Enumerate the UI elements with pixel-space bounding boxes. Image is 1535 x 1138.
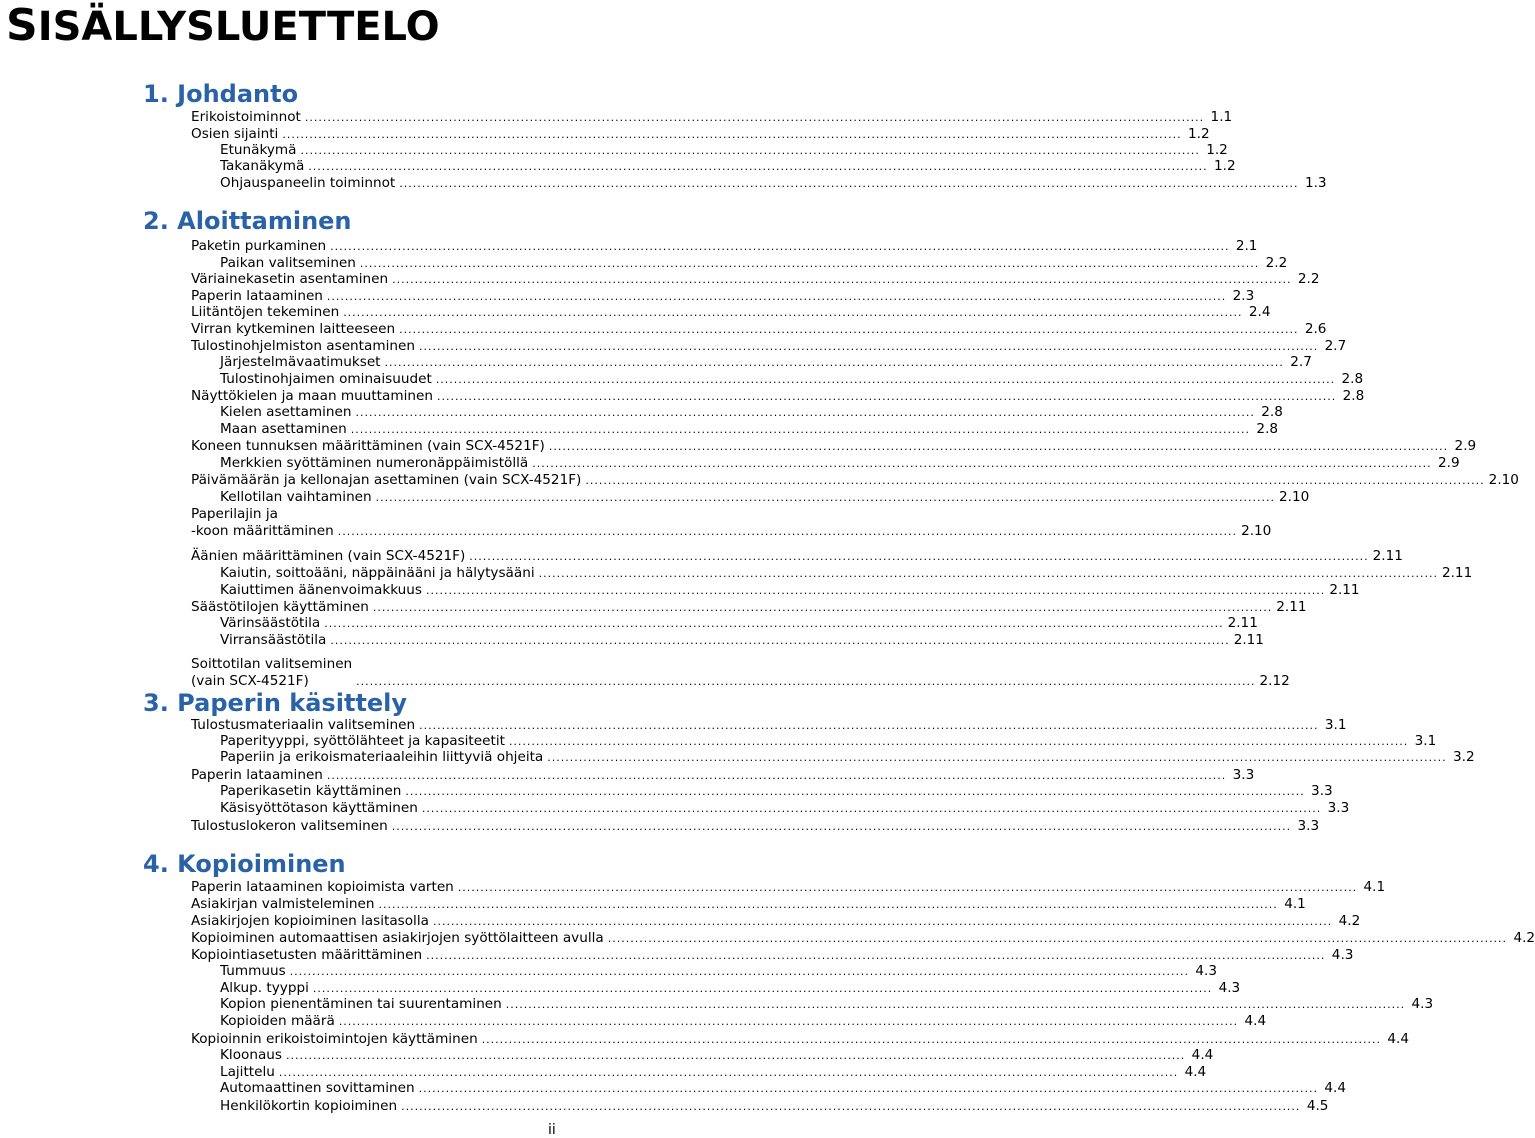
toc-entry-label: Väriainekasetin asentaminen [191,271,389,287]
toc-entry-page: 2.10 [1241,523,1272,539]
toc-entry-label-line1: Paperilajin ja [191,506,278,522]
toc-entry-label: Tulostinohjelmiston asentaminen [191,338,415,354]
toc-entry-page: 3.3 [1311,783,1333,799]
toc-entry-label [191,506,334,540]
section-heading: 1. Johdanto [143,80,299,108]
toc-entry[interactable] [220,158,1236,175]
toc-entry-page: 2.9 [1454,438,1477,454]
dot-leader: ........................................................................................................................................................................................................ [419,719,1319,732]
toc-entry-label: Kopioiminen automaattisen asiakirjojen syöttölaitteen avulla [191,930,604,946]
toc-entry-page: 2.11 [1233,632,1264,648]
toc-entry[interactable] [220,404,1283,421]
toc-entry-page: 2.11 [1276,599,1307,615]
toc-entry-label-line2: (vain SCX-4521F) [191,673,309,689]
toc-entry-label: Päivämäärän ja kellonajan asettaminen (vain SCX-4521F) [191,472,582,488]
toc-entry-label: Liitäntöjen tekeminen [191,304,340,320]
toc-entry-page: 2.11 [1227,615,1258,631]
toc-entry-page: 4.4 [1324,1080,1346,1096]
toc-entry-label: Paperin lataaminen [191,767,323,783]
toc-entry-page: 2.9 [1437,455,1460,471]
toc-entry-label: Etunäkymä [220,142,297,158]
toc-entry[interactable] [191,472,1519,489]
toc-entry-page: 4.4 [1184,1064,1207,1080]
toc-entry[interactable] [220,175,1327,192]
toc-entry-page: 4.1 [1284,896,1306,912]
toc-entry[interactable] [191,438,1477,455]
toc-entry[interactable] [191,321,1327,338]
toc-entry-label: Lajittelu [220,1064,275,1080]
section-heading: 2. Aloittaminen [143,207,352,235]
dot-leader: ........................................................................................................................................................................................................ [330,240,1230,253]
dot-leader: ........................................................................................................................................................................................................ [337,525,1238,538]
toc-entry[interactable] [220,455,1460,472]
toc-entry[interactable] [220,980,1241,997]
toc-entry-page: 3.2 [1452,749,1475,765]
toc-entry-page: 2.3 [1232,288,1255,304]
dot-leader: ........................................................................................................................................................................................................ [324,617,1224,630]
toc-entry[interactable] [220,783,1333,800]
toc-entry[interactable] [220,733,1437,750]
toc-entry-label: Tulostinohjaimen ominaisuudet [220,371,432,387]
toc-entry[interactable] [220,421,1279,438]
section-heading: 3. Paperin käsittely [143,689,408,717]
toc-entry-page: 2.8 [1261,404,1283,420]
toc-entry[interactable] [220,1013,1267,1030]
toc-entry-page: 2.2 [1265,255,1288,271]
dot-leader: ........................................................................................................................................................................................................ [421,802,1322,815]
toc-entry-label: Kopion pienentäminen tai suurentaminen [220,996,502,1012]
dot-leader: ........................................................................................................................................................................................................ [548,440,1449,453]
dot-leader: ........................................................................................................................................................................................................ [405,785,1305,798]
toc-entry[interactable] [191,599,1307,616]
dot-leader: ........................................................................................................................................................................................................ [384,356,1284,369]
toc-entry-page: 3.1 [1324,717,1347,733]
toc-entry-page: 2.4 [1248,304,1271,320]
dot-leader: ........................................................................................................................................................................................................ [508,735,1409,748]
toc-entry-page: 4.4 [1191,1047,1214,1063]
toc-entry-page: 4.4 [1387,1031,1410,1047]
toc-entry[interactable] [220,255,1288,272]
dot-leader: ........................................................................................................................................................................................................ [547,751,1447,764]
dot-leader: ........................................................................................................................................................................................................ [375,491,1275,504]
dot-leader: ........................................................................................................................................................................................................ [418,340,1319,353]
dot-leader: ........................................................................................................................................................................................................ [469,550,1369,563]
title-initial: S [6,0,38,51]
dot-leader: ........................................................................................................................................................................................................ [399,177,1299,190]
toc-entry[interactable] [191,1031,1410,1048]
toc-entry-page: 2.7 [1324,338,1347,354]
toc-entry[interactable] [220,565,1473,582]
toc-entry[interactable] [220,489,1310,506]
dot-leader: ........................................................................................................................................................................................................ [350,423,1251,436]
toc-entry-label: Kaiutin, soittoääni, näppäinääni ja hälytysääni [220,565,535,581]
dot-leader: ........................................................................................................................................................................................................ [359,257,1260,270]
toc-entry[interactable] [220,354,1312,371]
toc-entry-page: 2.8 [1256,421,1279,437]
dot-leader: ........................................................................................................................................................................................................ [505,998,1406,1011]
toc-entry-label: Asiakirjan valmisteleminen [191,896,375,912]
toc-entry[interactable] [191,109,1233,126]
toc-entry[interactable] [220,632,1264,649]
toc-entry-page: 2.1 [1235,238,1258,254]
dot-leader: ........................................................................................................................................................................................................ [607,932,1508,945]
toc-entry-label: Näyttökielen ja maan muuttaminen [191,388,433,404]
toc-entry[interactable] [191,506,1272,540]
section-heading: 4. Kopioiminen [143,850,346,878]
toc-entry-label: Tulostusmateriaalin valitseminen [191,717,416,733]
toc-entry[interactable] [191,548,1403,565]
toc-entry-page: 1.2 [1214,158,1236,174]
toc-entry[interactable] [220,1098,1329,1115]
dot-leader: ........................................................................................................................................................................................................ [343,306,1243,319]
toc-entry-page: 4.1 [1363,879,1386,895]
toc-entry-label: Tulostuslokeron valitseminen [191,818,388,834]
dot-leader: ........................................................................................................................................................................................................ [304,111,1205,124]
toc-entry-page: 4.3 [1331,947,1354,963]
toc-entry-page: 2.8 [1342,388,1365,404]
toc-entry-page: 1.2 [1188,126,1210,142]
toc-entry-label: Kopioinnin erikoistoimintojen käyttäminen [191,1031,478,1047]
toc-entry-label: Tummuus [220,963,286,979]
toc-entry-page: 3.3 [1232,767,1255,783]
dot-leader: ........................................................................................................................................................................................................ [401,1100,1301,1113]
toc-entry-label: Virransäästötila [220,632,327,648]
dot-leader: ........................................................................................................................................................................................................ [538,567,1438,580]
toc-entry-page: 4.2 [1513,930,1535,946]
toc-entry-label: Paperiin ja erikoismateriaaleihin liittyviä ohjeita [220,749,544,765]
toc-entry-page: 1.1 [1210,109,1233,125]
toc-entry-label: Paperin lataaminen [191,288,323,304]
toc-entry-label: Paperin lataaminen kopioimista varten [191,879,454,895]
toc-entry[interactable] [220,142,1228,159]
toc-entry[interactable] [220,996,1434,1013]
toc-entry[interactable] [191,126,1210,143]
toc-entry-label-line2: -koon määrittäminen [191,523,334,539]
toc-entry-page: 4.4 [1244,1013,1267,1029]
toc-entry-label: Osien sijainti [191,126,279,142]
toc-entry-label: Kielen asettaminen [220,404,352,420]
toc-entry-label: Asiakirjojen kopioiminen lasitasolla [191,913,429,929]
toc-entry-label: Merkkien syöttäminen numeronäppäimistöllä [220,455,529,471]
toc-entry-page: 2.2 [1297,271,1320,287]
dot-leader: ........................................................................................................................................................................................................ [330,634,1230,647]
dot-leader: ........................................................................................................................................................................................................ [418,1082,1318,1095]
toc-entry[interactable] [220,1047,1214,1064]
dot-leader: ........................................................................................................................................................................................................ [300,144,1200,157]
toc-entry[interactable] [191,947,1354,964]
toc-entry-page: 4.3 [1411,996,1434,1012]
dot-leader: ........................................................................................................................................................................................................ [391,820,1292,833]
toc-entry-label: Alkup. tyyppi [220,980,309,996]
dot-leader: ........................................................................................................................................................................................................ [425,584,1326,597]
toc-entry[interactable] [220,582,1360,599]
dot-leader: ........................................................................................................................................................................................................ [481,1033,1382,1046]
toc-entry-label [191,656,352,690]
dot-leader: ........................................................................................................................................................................................................ [338,1015,1239,1028]
toc-entry[interactable] [191,913,1361,930]
toc-entry-label: Ohjauspaneelin toiminnot [220,175,396,191]
toc-entry[interactable] [191,656,1290,690]
toc-entry-page: 3.3 [1327,800,1350,816]
dot-leader: ........................................................................................................................................................................................................ [312,982,1213,995]
dot-leader: ........................................................................................................................................................................................................ [355,406,1255,419]
toc-entry[interactable] [220,615,1258,632]
dot-leader: ........................................................................................................................................................................................................ [356,675,1256,688]
dot-leader: ........................................................................................................................................................................................................ [457,881,1358,894]
toc-entry-page: 2.11 [1372,548,1403,564]
toc-entry[interactable] [191,818,1320,835]
toc-entry-page: 2.7 [1290,354,1312,370]
toc-entry[interactable] [191,930,1535,947]
toc-entry-page: 3.1 [1414,733,1437,749]
toc-entry-label: Säästötilojen käyttäminen [191,599,369,615]
toc-entry-label: Paketin purkaminen [191,238,327,254]
toc-entry[interactable] [220,963,1217,980]
toc-entry-page: 4.3 [1195,963,1217,979]
dot-leader: ........................................................................................................................................................................................................ [282,128,1182,141]
toc-entry[interactable] [191,388,1365,405]
dot-leader: ........................................................................................................................................................................................................ [532,457,1432,470]
toc-entry[interactable] [191,238,1258,255]
page-number: ii [548,1122,556,1138]
toc-entry-label-line1: Soittotilan valitseminen [191,656,353,672]
toc-entry-page: 2.8 [1341,371,1364,387]
dot-leader: ........................................................................................................................................................................................................ [278,1066,1179,1079]
dot-leader: ........................................................................................................................................................................................................ [289,965,1189,978]
toc-entry-page: 2.10 [1488,472,1519,488]
toc-entry-label: Koneen tunnuksen määrittäminen (vain SCX-4521F) [191,438,545,454]
toc-entry-page: 1.2 [1206,142,1228,158]
toc-entry[interactable] [220,1080,1346,1097]
toc-entry-page: 2.6 [1304,321,1327,337]
toc-entry-page: 4.3 [1218,980,1241,996]
toc-entry-page: 2.12 [1259,673,1290,689]
toc-entry[interactable] [220,371,1364,388]
toc-entry[interactable] [191,288,1255,305]
toc-entry-label: Kopioiden määrä [220,1013,335,1029]
toc-entry-label: Kaiuttimen äänenvoimakkuus [220,582,422,598]
toc-entry-label: Takanäkymä [220,158,305,174]
toc-entry[interactable] [220,800,1350,817]
toc-entry-label: Järjestelmävaatimukset [220,354,381,370]
dot-leader: ........................................................................................................................................................................................................ [308,160,1208,173]
dot-leader: ........................................................................................................................................................................................................ [378,898,1278,911]
toc-entry[interactable] [220,1064,1207,1081]
toc-entry[interactable] [220,749,1475,766]
toc-entry[interactable] [191,717,1347,734]
dot-leader: ........................................................................................................................................................................................................ [432,915,1333,928]
dot-leader: ........................................................................................................................................................................................................ [436,390,1337,403]
toc-entry-page: 1.3 [1304,175,1327,191]
toc-entry[interactable] [191,338,1347,355]
toc-entry-label: Värinsäästötila [220,615,321,631]
toc-entry-label: Automaattinen sovittaminen [220,1080,415,1096]
dot-leader: ........................................................................................................................................................................................................ [326,769,1227,782]
toc-entry-label: Henkilökortin kopioiminen [220,1098,398,1114]
toc-entry[interactable] [191,896,1306,913]
toc-entry-label: Kellotilan vaihtaminen [220,489,372,505]
toc-entry-label: Paperityyppi, syöttölähteet ja kapasiteetit [220,733,505,749]
dot-leader: ........................................................................................................................................................................................................ [392,273,1292,286]
toc-entry[interactable] [191,879,1386,896]
toc-entry-label: Virran kytkeminen laitteeseen [191,321,396,337]
toc-entry-label: Paikan valitseminen [220,255,356,271]
toc-entry[interactable] [191,271,1320,288]
toc-entry-page: 2.11 [1441,565,1473,581]
dot-leader: ........................................................................................................................................................................................................ [372,601,1273,614]
dot-leader: ........................................................................................................................................................................................................ [285,1049,1186,1062]
toc-entry-label: Kopiointiasetusten määrittäminen [191,947,423,963]
toc-entry-page: 3.3 [1297,818,1320,834]
toc-entry-page: 4.2 [1338,913,1361,929]
toc-entry-label: Käsisyöttötason käyttäminen [220,800,418,816]
toc-entry[interactable] [191,304,1271,321]
dot-leader: ........................................................................................................................................................................................................ [426,949,1326,962]
title-rest: ISÄLLYSLUETTELO [37,4,440,50]
dot-leader: ........................................................................................................................................................................................................ [399,323,1299,336]
page-title [6,0,440,51]
toc-entry-page: 2.10 [1279,489,1310,505]
dot-leader: ........................................................................................................................................................................................................ [435,373,1336,386]
toc-entry-page: 2.11 [1329,582,1360,598]
dot-leader: ........................................................................................................................................................................................................ [326,290,1227,303]
toc-entry[interactable] [191,767,1255,784]
toc-entry-label: Maan asettaminen [220,421,347,437]
toc-entry-label: Paperikasetin käyttäminen [220,783,402,799]
dot-leader: ........................................................................................................................................................................................................ [585,474,1485,487]
toc-entry-page: 4.5 [1306,1098,1329,1114]
toc-entry-label: Äänien määrittäminen (vain SCX-4521F) [191,548,466,564]
toc-entry-label: Kloonaus [220,1047,282,1063]
toc-entry-label: Erikoistoiminnot [191,109,301,125]
